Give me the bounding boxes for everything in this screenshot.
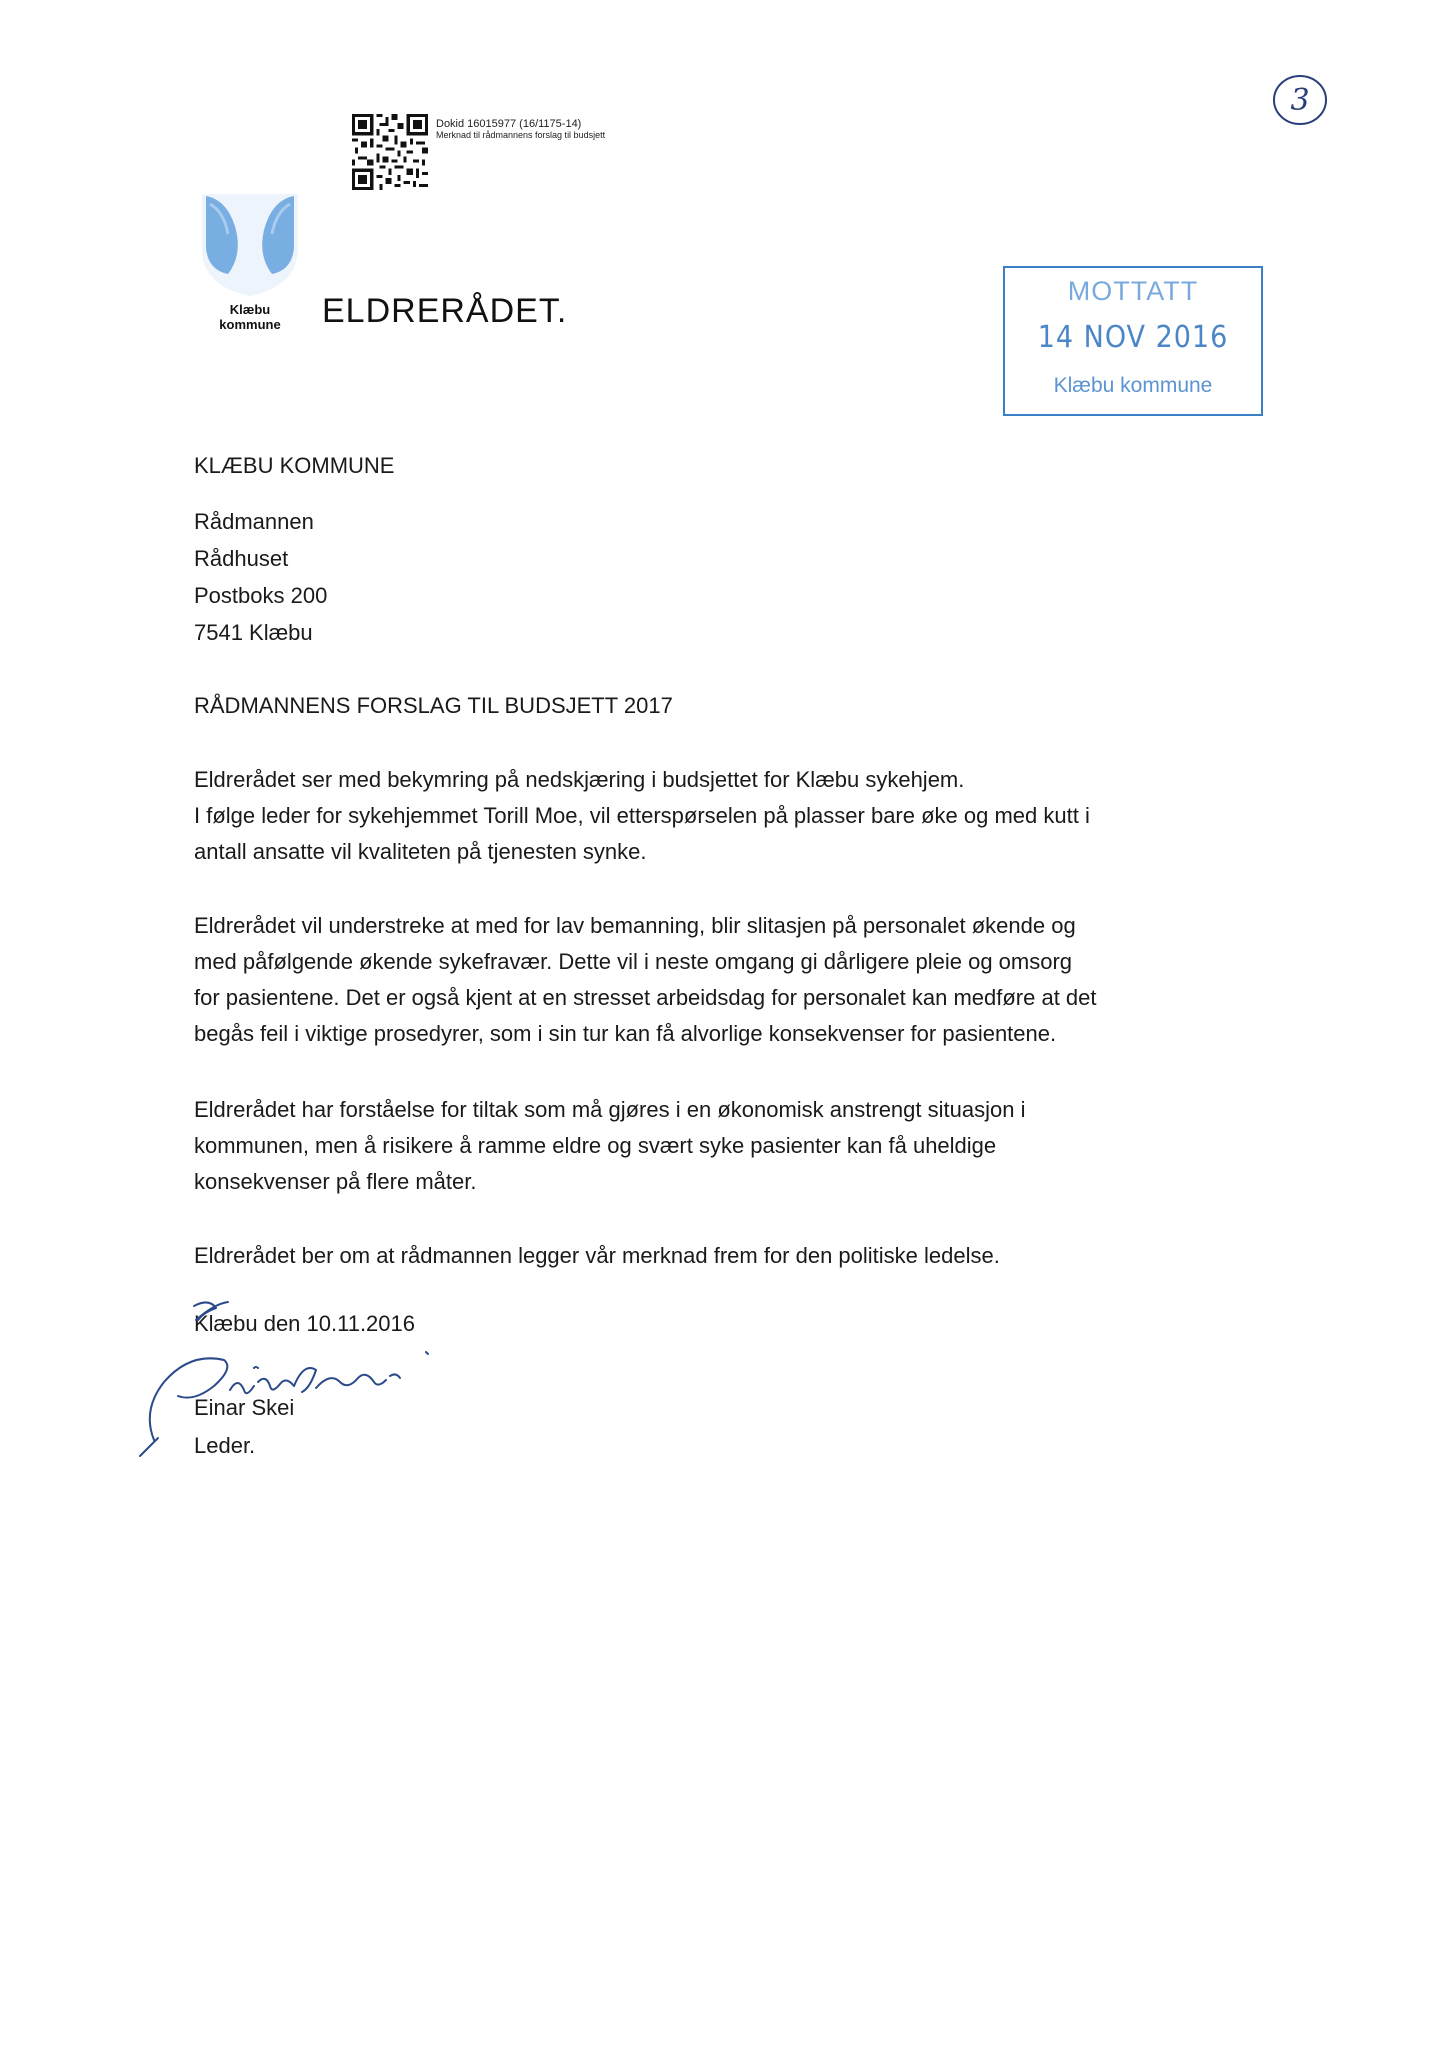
paragraph-line: Eldrerådet ber om at rådmannen legger vår merknad frem for den politiske ledelse. [194, 1243, 1000, 1268]
paragraph-line: Eldrerådet ser med bekymring på nedskjæring i budsjettet for Klæbu sykehjem. [194, 767, 965, 792]
document-id: Dokid 16015977 (16/1175-14) [436, 118, 582, 130]
paragraph-line: for pasientene. Det er også kjent at en stresset arbeidsdag for personalet kan medføre at det [194, 985, 1097, 1010]
page-number-mark [1270, 70, 1330, 130]
page-number-text: 3 [1290, 83, 1310, 118]
qr-code-icon [352, 114, 428, 190]
recipient-address [194, 503, 327, 651]
stamp-date: 14 NOV 2016 [1037, 320, 1229, 355]
paragraph-line: Eldrerådet vil understreke at med for lav bemanning, blir slitasjen på personalet økende og [194, 913, 1076, 938]
stamp-place: Klæbu kommune [1053, 374, 1213, 397]
paragraph-line: begås feil i viktige prosedyrer, som i sin tur kan få alvorlige konsekvenser for pasientene. [194, 1021, 1057, 1046]
recipient: KLÆBU KOMMUNE [194, 453, 395, 478]
address-line-2: Rådhuset [194, 546, 289, 571]
document-id-block [352, 114, 642, 194]
paragraph-line: antall ansatte vil kvaliteten på tjenesten synke. [194, 839, 647, 864]
organization-title: ELDRERÅDET. [322, 292, 568, 330]
address-line-3: Postboks 200 [194, 583, 328, 608]
klaebu-kommune-logo [198, 190, 302, 298]
paragraph-line: med påfølgende økende sykefravær. Dette vil i neste omgang gi dårligere pleie og omsorg [194, 949, 1073, 974]
signer-name: Einar Skei [194, 1395, 295, 1420]
body-paragraph-2 [194, 908, 1274, 1052]
logo-line-1: Klæbu [229, 302, 271, 317]
paragraph-line: konsekvenser på flere måter. [194, 1169, 477, 1194]
address-line-1: Rådmannen [194, 509, 314, 534]
paragraph-line: Eldrerådet har forståelse for tiltak som må gjøres i en økonomisk anstrengt situasjon i [194, 1097, 1026, 1122]
letter-subject: RÅDMANNENS FORSLAG TIL BUDSJETT 2017 [194, 693, 673, 718]
address-line-4: 7541 Klæbu [194, 620, 313, 645]
signer-title: Leder. [194, 1433, 256, 1458]
paragraph-line: kommunen, men å risikere å ramme eldre og svært syke pasienter kan få uheldige [194, 1133, 997, 1158]
paragraph-line: I følge leder for sykehjemmet Torill Moe, vil etterspørselen på plasser bare øke og med kutt i [194, 803, 1090, 828]
stamp-received-label: MOTTATT [1067, 276, 1199, 306]
received-stamp [1003, 266, 1263, 416]
logo-line-2: kommune [219, 317, 281, 332]
logo-wordmark [200, 302, 300, 332]
body-paragraph-4 [194, 1238, 1274, 1274]
place-and-date: Klæbu den 10.11.2016 [194, 1311, 415, 1336]
document-description: Merknad til rådmannens forslag til budsjett [436, 130, 606, 140]
body-paragraph-3 [194, 1092, 1274, 1200]
body-paragraph-1 [194, 762, 1274, 870]
document-meta [436, 118, 646, 141]
